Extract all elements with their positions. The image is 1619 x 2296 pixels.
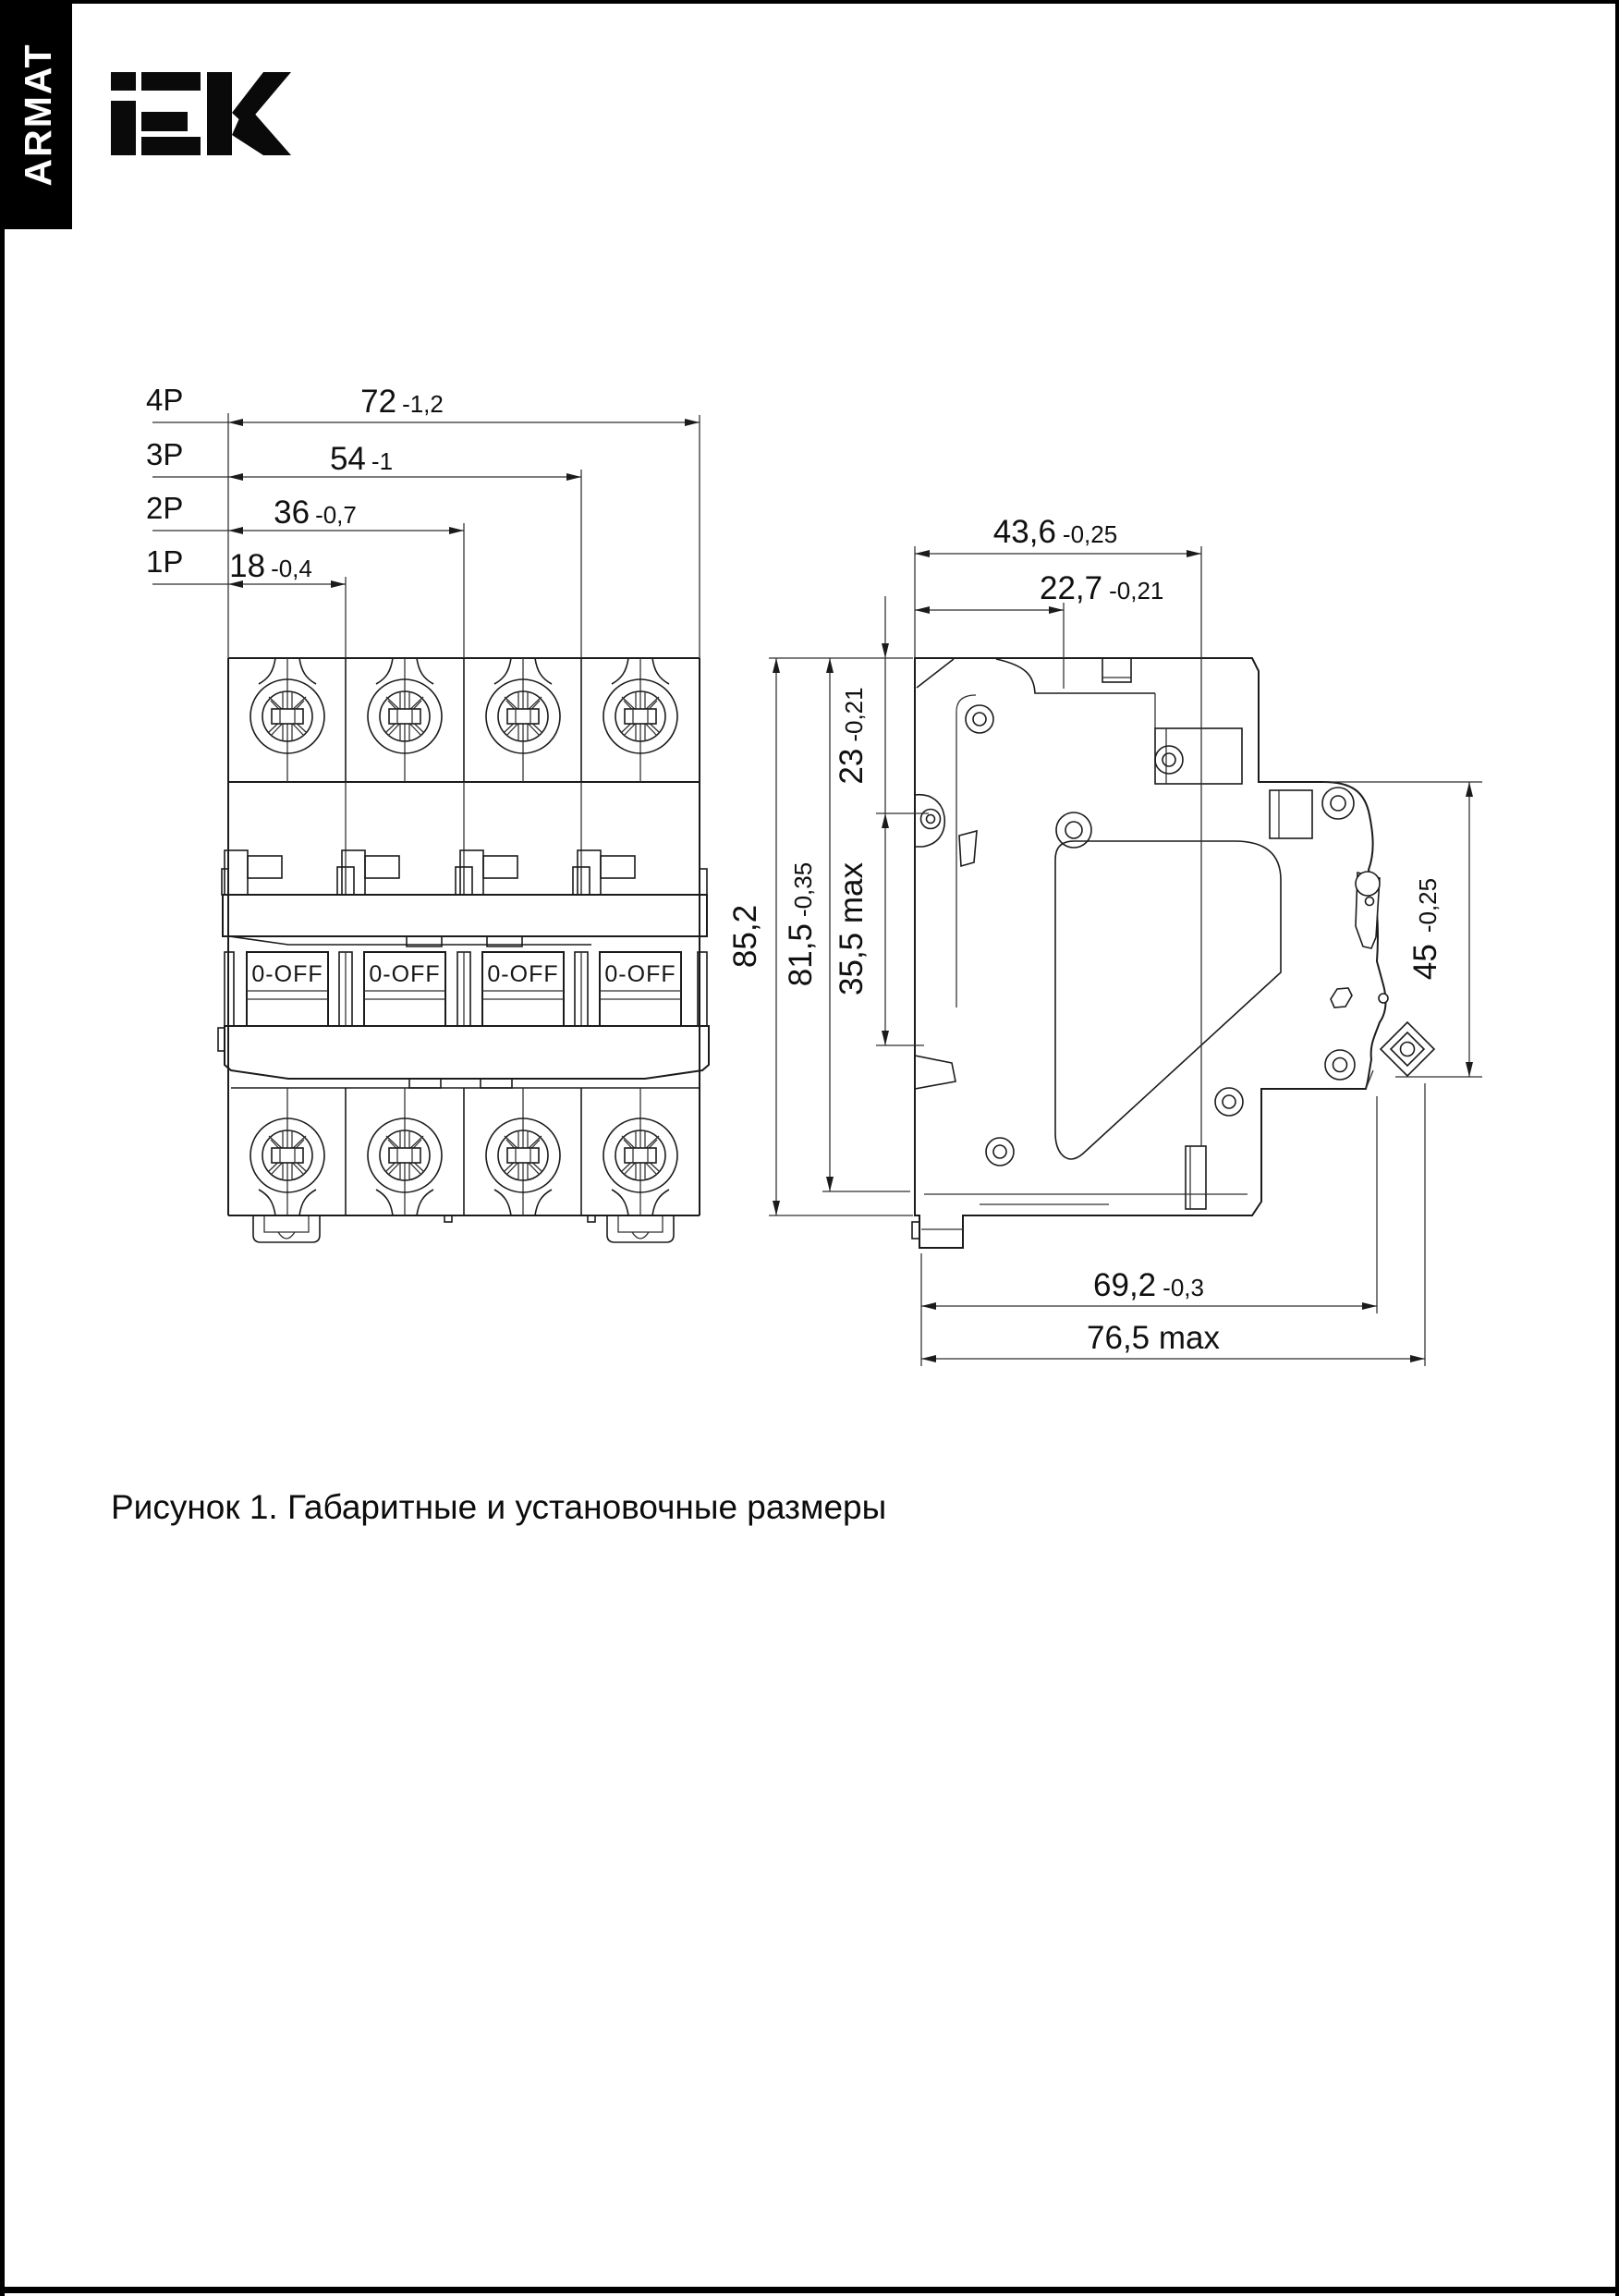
toggle-state-label: 0-OFF — [604, 961, 676, 987]
pole-label-2p: 2P — [146, 491, 184, 525]
terminal-screw — [250, 1088, 324, 1215]
toggle-state-label: 0-OFF — [251, 961, 323, 987]
dim-height-case: 81,5-0,35 — [783, 861, 819, 987]
armat-sidebar — [4, 0, 72, 229]
dim-height-total: 85,2 — [727, 904, 763, 969]
terminal-screw — [368, 658, 442, 782]
terminal-screw — [368, 1088, 442, 1215]
terminal-screw — [603, 658, 677, 782]
dim-depth-din: 43,6 -0,25 — [992, 514, 1118, 550]
face-band-upper — [223, 895, 707, 946]
toggle-handle — [364, 952, 445, 1026]
dim-front-width: 45-0,25 — [1407, 877, 1443, 981]
side-view-drawing — [727, 514, 1482, 1366]
din-latch-lever — [1356, 872, 1380, 948]
terminal-screw — [486, 1088, 560, 1215]
terminal-screw — [250, 658, 324, 782]
dim-din-window: 35,5 max — [834, 862, 870, 995]
front-view-drawing — [146, 383, 709, 1242]
terminal-screw — [486, 658, 560, 782]
side-outline — [915, 658, 1386, 1248]
toggle-levers — [225, 952, 707, 1026]
toggle-handle — [600, 952, 681, 1026]
pole-label-4p: 4P — [146, 383, 184, 417]
din-clips — [253, 1215, 674, 1242]
dim-depth-front: 22,7 -0,21 — [1040, 570, 1164, 606]
dim-width-3p: 54 -1 — [329, 441, 394, 477]
terminal-screw — [603, 1088, 677, 1215]
face-band-lower — [218, 1026, 709, 1088]
dim-width-2p: 36 -0,7 — [274, 495, 357, 531]
armat-sidebar-label: ARMAT — [17, 43, 59, 187]
toggle-state-label: 0-OFF — [487, 961, 559, 987]
dim-width-4p: 72 -1,2 — [360, 384, 444, 420]
figure-caption: Рисунок 1. Габаритные и установочные размеры — [111, 1488, 887, 1526]
dim-top-to-din: 23-0,21 — [834, 687, 870, 785]
pole-label-3p: 3P — [146, 437, 184, 471]
toggle-handle — [482, 952, 564, 1026]
dim-width-1p: 18 -0,4 — [229, 548, 312, 584]
iek-logo — [111, 72, 291, 155]
side-terminal-screw — [1381, 1022, 1434, 1076]
screw-bosses — [966, 705, 1355, 1166]
toggle-state-label: 0-OFF — [369, 961, 441, 987]
dim-depth-mount: 69,2 -0,3 — [1093, 1267, 1204, 1303]
dim-depth-max: 76,5 max — [1087, 1320, 1220, 1356]
toggle-handle — [247, 952, 328, 1026]
front-view-dimensions — [146, 383, 700, 658]
pole-label-1p: 1P — [146, 544, 184, 579]
